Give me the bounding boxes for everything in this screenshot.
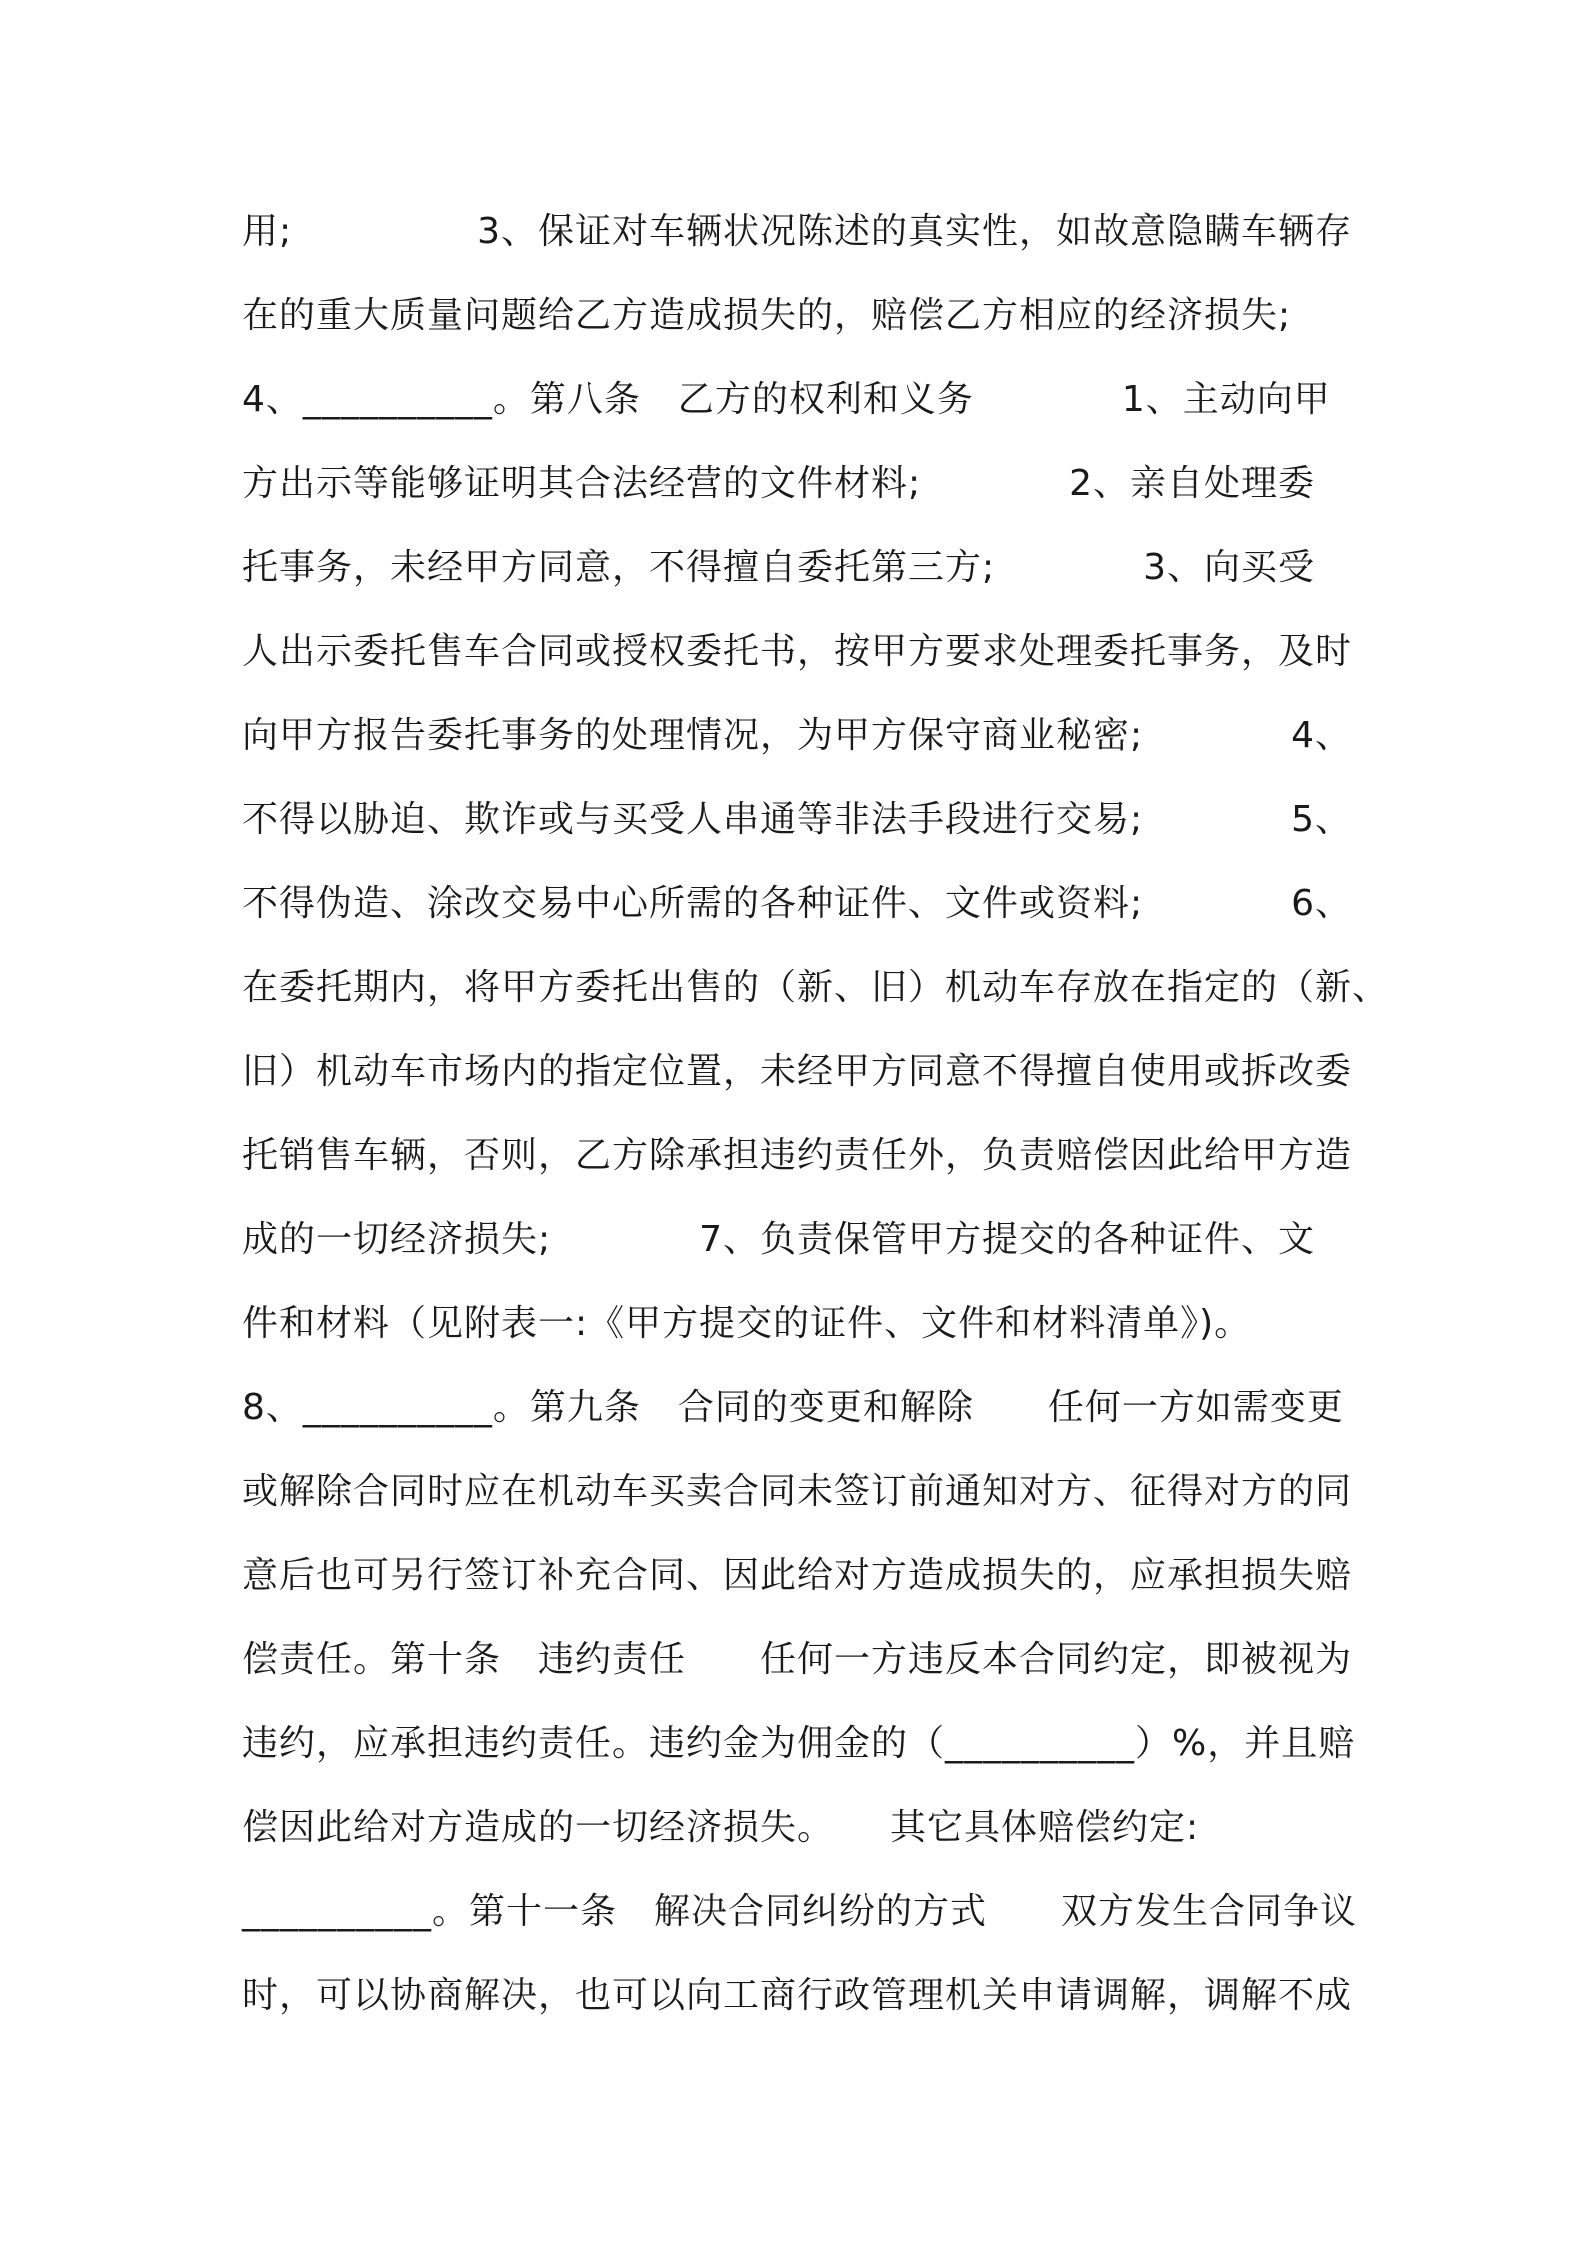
text-line: 方出示等能够证明其合法经营的文件材料; 2、亲自处理委 xyxy=(242,463,1316,504)
text-line: 偿责任。第十条 违约责任 任何一方违反本合同约定，即被视为 xyxy=(242,1639,1353,1680)
text-line: 人出示委托售车合同或授权委托书，按甲方要求处理委托事务，及时 xyxy=(242,631,1353,672)
text-line: 不得伪造、涂改交易中心所需的各种证件、文件或资料; 6、 xyxy=(242,883,1353,924)
text-line: __________。第十一条 解决合同纠纷的方式 双方发生合同争议 xyxy=(242,1891,1358,1932)
text-line: 偿因此给对方造成的一切经济损失。 其它具体赔偿约定: xyxy=(242,1807,1200,1848)
text-line: 件和材料（见附表一:《甲方提交的证件、文件和材料清单》)。 xyxy=(242,1303,1252,1344)
text-line: 4、__________。第八条 乙方的权利和义务 1、主动向甲 xyxy=(242,379,1331,420)
text-line: 不得以胁迫、欺诈或与买受人串通等非法手段进行交易; 5、 xyxy=(242,799,1353,840)
text-line: 旧）机动车市场内的指定位置，未经甲方同意不得擅自使用或拆改委 xyxy=(242,1051,1353,1092)
text-line: 在的重大质量问题给乙方造成损失的，赔偿乙方相应的经济损失; xyxy=(242,295,1292,336)
text-line: 托事务，未经甲方同意，不得擅自委托第三方; 3、向买受 xyxy=(242,547,1316,588)
text-line: 意后也可另行签订补充合同、因此给对方造成损失的，应承担损失赔 xyxy=(242,1555,1353,1596)
text-line: 托销售车辆，否则，乙方除承担违约责任外，负责赔偿因此给甲方造 xyxy=(242,1135,1353,1176)
text-line: 向甲方报告委托事务的处理情况，为甲方保守商业秘密; 4、 xyxy=(242,715,1353,756)
text-line: 或解除合同时应在机动车买卖合同未签订前通知对方、征得对方的同 xyxy=(242,1471,1353,1512)
text-line: 成的一切经济损失; 7、负责保管甲方提交的各种证件、文 xyxy=(242,1219,1316,1260)
text-line: 时，可以协商解决，也可以向工商行政管理机关申请调解，调解不成 xyxy=(242,1975,1353,2016)
text-line: 在委托期内，将甲方委托出售的（新、旧）机动车存放在指定的（新、 xyxy=(242,967,1390,1008)
text-line: 8、__________。第九条 合同的变更和解除 任何一方如需变更 xyxy=(242,1387,1344,1428)
text-line: 用; 3、保证对车辆状况陈述的真实性，如故意隐瞒车辆存 xyxy=(242,211,1353,252)
text-line: 违约，应承担违约责任。违约金为佣金的（__________）%，并且赔 xyxy=(242,1723,1356,1764)
contract-text xyxy=(242,190,1390,2038)
